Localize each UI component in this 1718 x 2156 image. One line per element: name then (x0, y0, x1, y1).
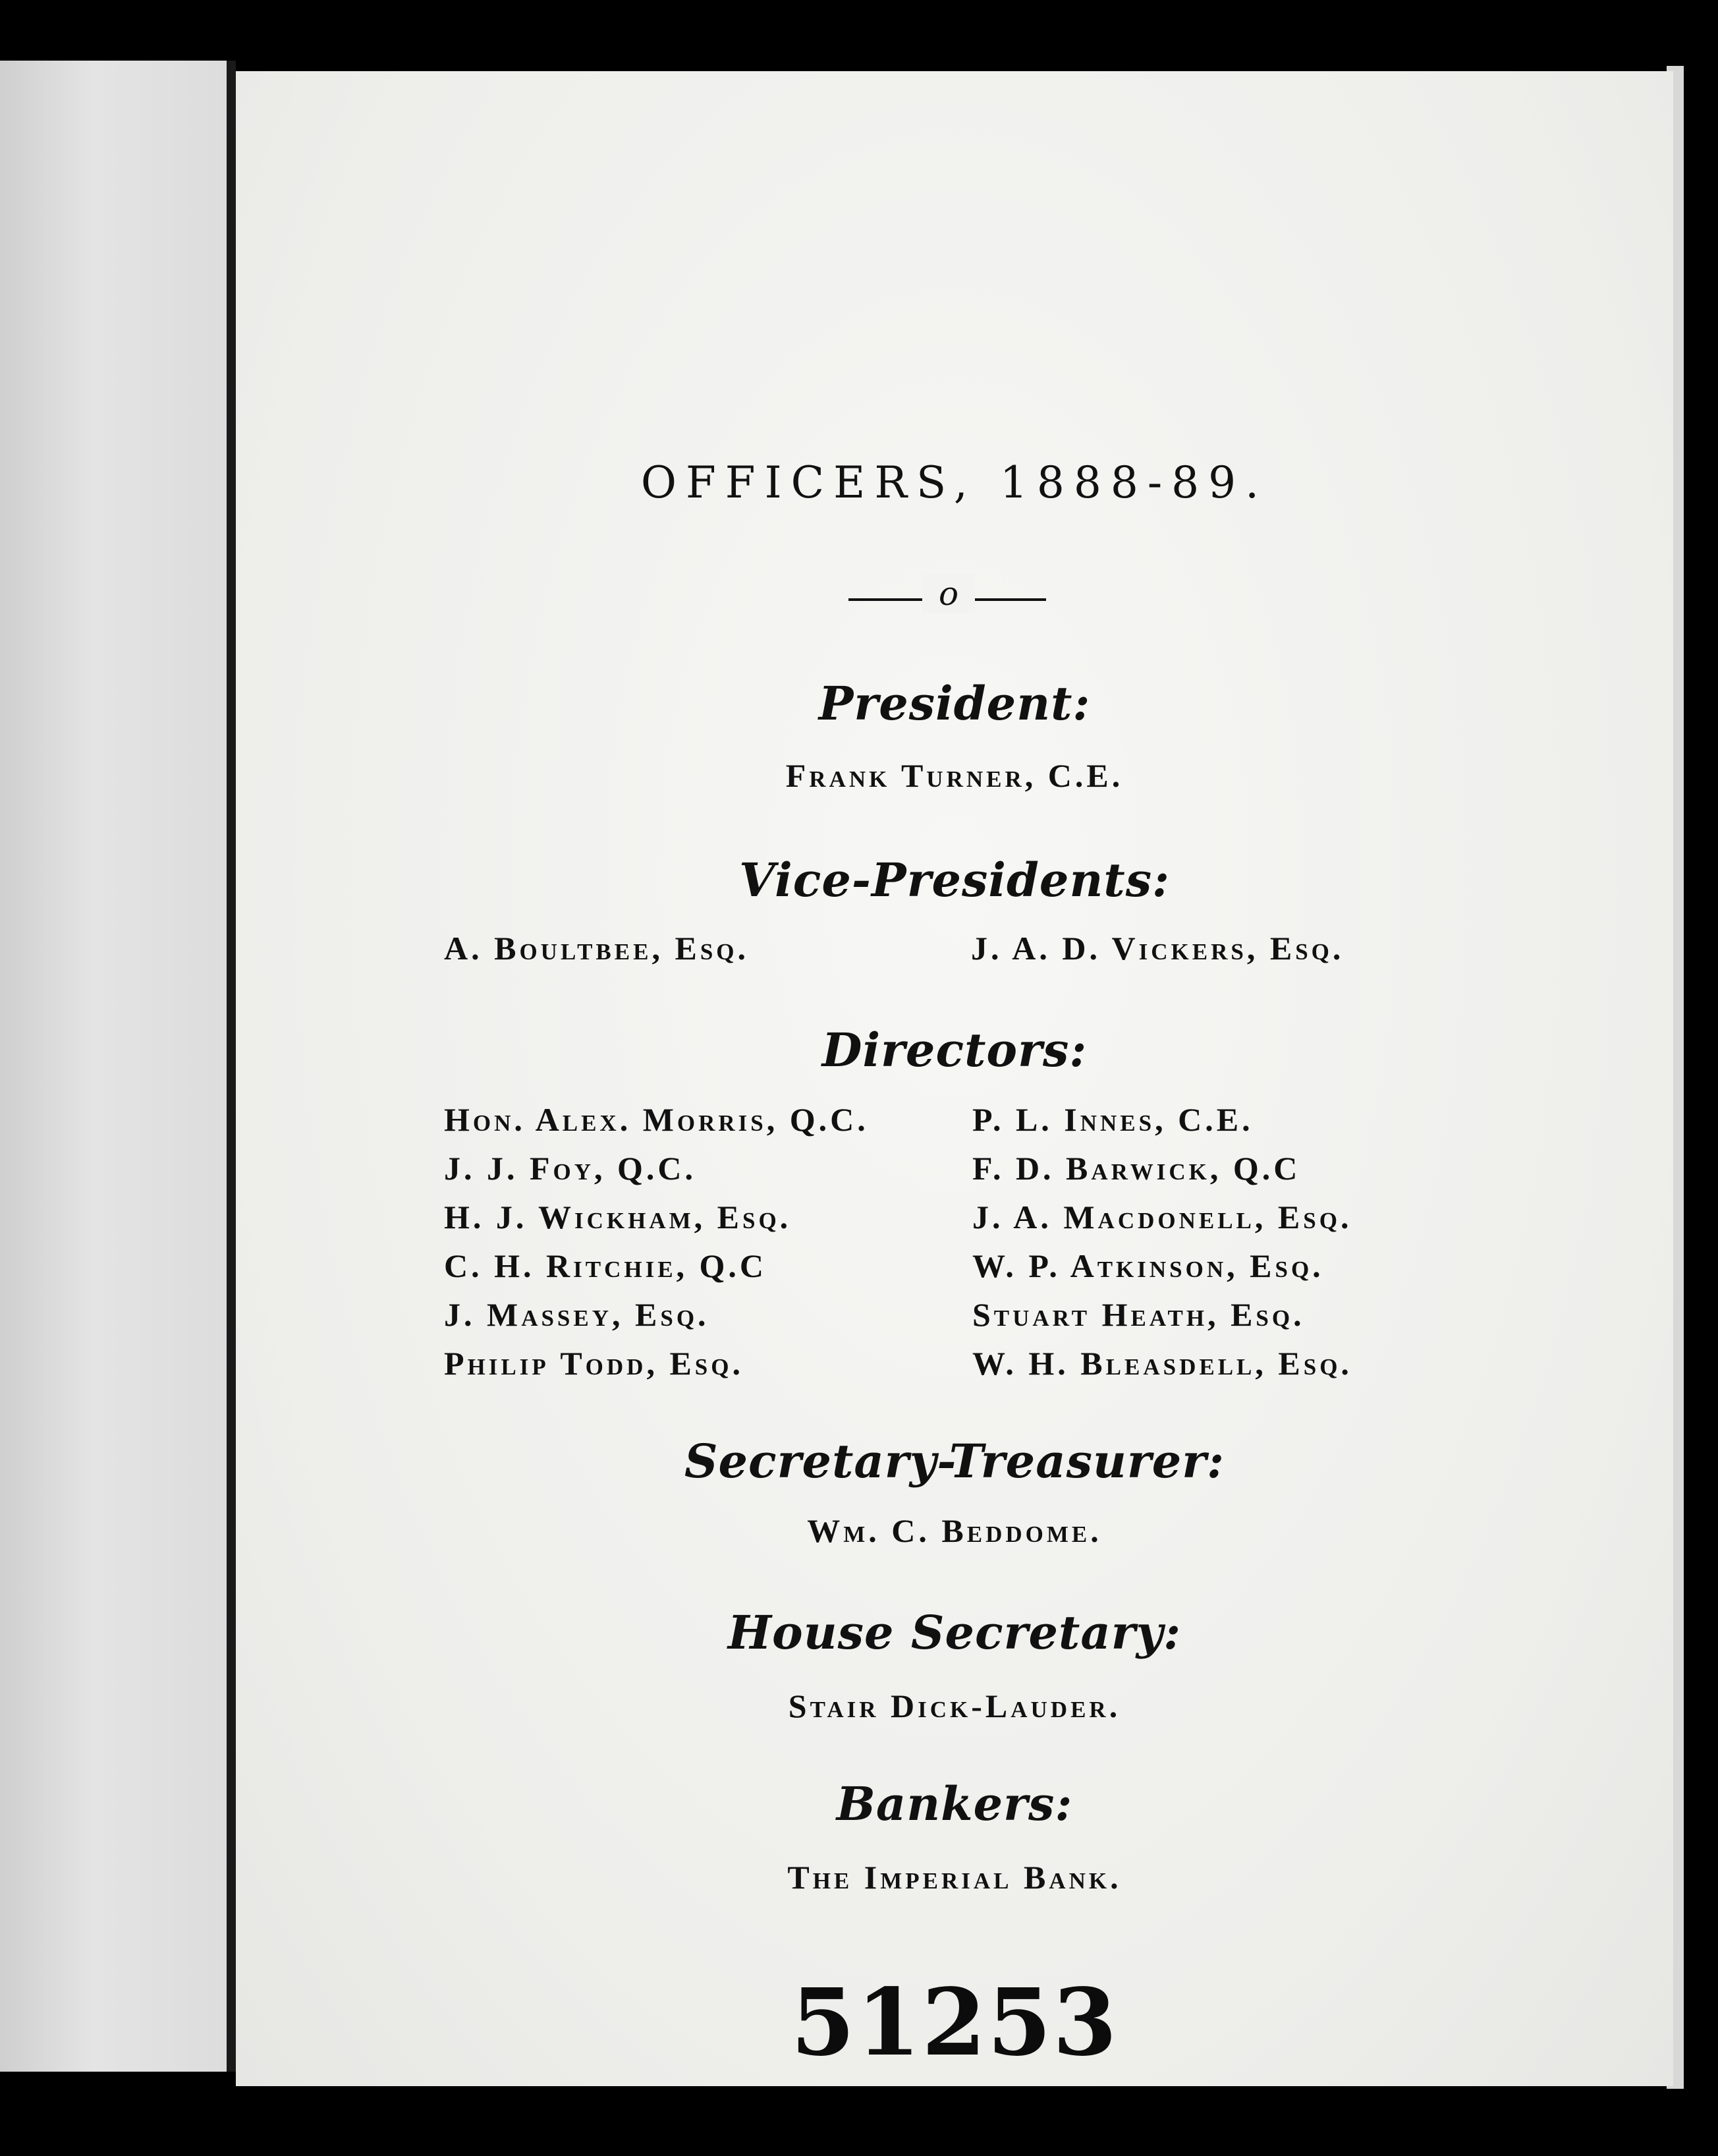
director-name: J. Massey, Esq. (444, 1296, 709, 1333)
president-name: Frank Turner, C.E. (785, 757, 1124, 794)
officers-list (236, 71, 1673, 2086)
director-name: Philip Todd, Esq. (444, 1345, 744, 1382)
vice-presidents-heading: Vice-Presidents: (739, 853, 1170, 907)
director-name: J. J. Foy, Q.C. (444, 1150, 697, 1187)
house-secretary-heading: House Secretary: (727, 1605, 1182, 1660)
director-name: Hon. Alex. Morris, Q.C. (444, 1101, 869, 1138)
page-title: OFFICERS, 1888-89. (640, 457, 1269, 508)
bankers-name: The Imperial Bank. (787, 1859, 1122, 1896)
director-name: J. A. Macdonell, Esq. (972, 1199, 1352, 1235)
document-page (236, 71, 1673, 2086)
divider-ornament: o (922, 575, 975, 613)
director-name: C. H. Ritchie, Q.C (444, 1247, 767, 1284)
accession-stamp: 51253 (790, 1969, 1119, 2077)
house-secretary-name: Stair Dick-Lauder. (788, 1688, 1121, 1724)
director-name: W. P. Atkinson, Esq. (972, 1247, 1324, 1284)
director-name: H. J. Wickham, Esq. (444, 1199, 792, 1235)
secretary-treasurer-heading: Secretary-Treasurer: (684, 1434, 1225, 1489)
secretary-treasurer-name: Wm. C. Beddome. (807, 1512, 1102, 1549)
vice-president-name: J. A. D. Vickers, Esq. (971, 930, 1344, 967)
director-name: Stuart Heath, Esq. (972, 1296, 1305, 1333)
bankers-heading: Bankers: (836, 1776, 1073, 1831)
director-name: P. L. Innes, C.E. (972, 1101, 1254, 1138)
vice-president-name: A. Boultbee, Esq. (444, 930, 750, 967)
president-heading: President: (818, 676, 1091, 731)
facing-page (0, 61, 232, 2072)
directors-heading: Directors: (821, 1023, 1088, 1077)
director-name: F. D. Barwick, Q.C (972, 1150, 1301, 1187)
page-gutter (227, 61, 236, 2072)
director-name: W. H. Bleasdell, Esq. (972, 1345, 1352, 1382)
